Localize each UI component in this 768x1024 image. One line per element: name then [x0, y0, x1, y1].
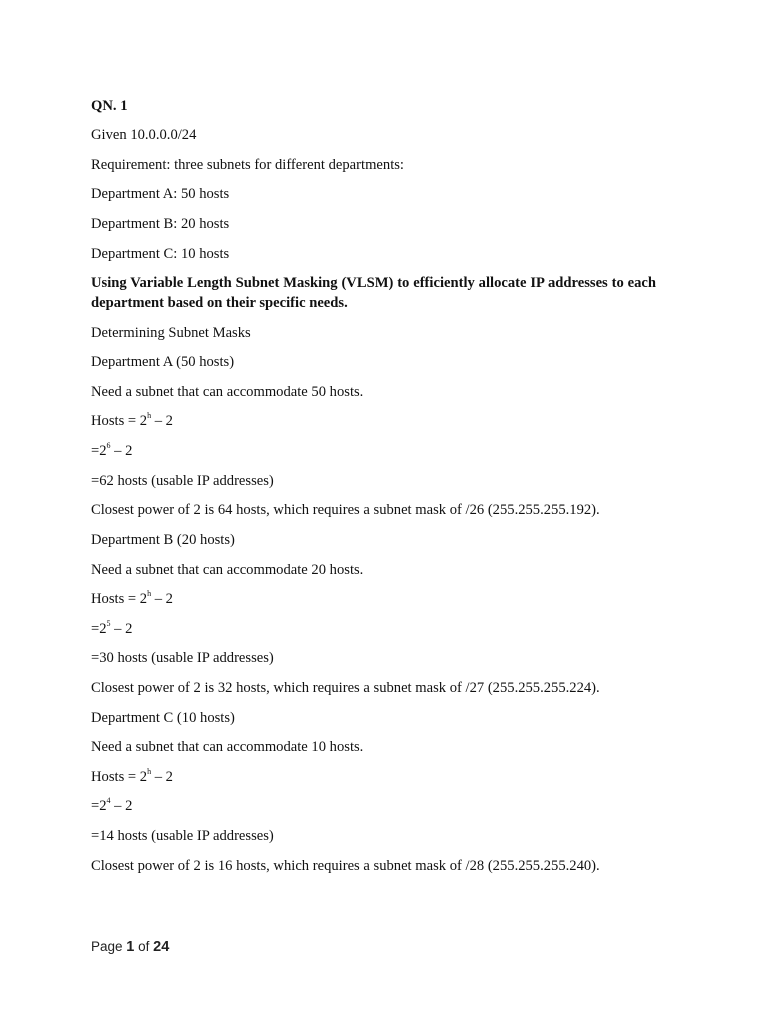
- dept-b-requirement: Department B: 20 hosts: [91, 216, 230, 232]
- dept-b-calc: $=2^5 - 2$: [91, 619, 133, 637]
- dept-c-usable: =14 hosts (usable IP addresses): [91, 828, 274, 844]
- dept-b-title: Department B (20 hosts): [91, 532, 235, 548]
- dept-a-title: Department A (50 hosts): [91, 354, 235, 370]
- requirement-text: Requirement: three subnets for different departments:: [91, 157, 404, 173]
- dept-c-title: Department C (10 hosts): [91, 710, 235, 726]
- dept-a-usable: =62 hosts (usable IP addresses): [91, 473, 274, 489]
- dept-c-need: Need a subnet that can accommodate 10 hosts.: [91, 739, 364, 755]
- dept-a-conclusion: Closest power of 2 is 64 hosts, which requires a subnet mask of /26 (255.255.255.192).: [91, 502, 600, 518]
- section-title: Determining Subnet Masks: [91, 325, 251, 341]
- dept-a-calc: $=2^6 - 2$: [91, 441, 133, 459]
- dept-c-requirement: Department C: 10 hosts: [91, 246, 230, 262]
- dept-a-formula: Hosts = $2^h - 2$: [91, 411, 173, 429]
- current-page-number: 1: [126, 939, 135, 955]
- dept-b-usable: =30 hosts (usable IP addresses): [91, 650, 274, 666]
- dept-a-requirement: Department A: 50 hosts: [91, 186, 230, 202]
- total-pages-number: 24: [153, 939, 170, 955]
- dept-c-calc: $=2^4 - 2$: [91, 796, 133, 814]
- dept-b-conclusion: Closest power of 2 is 32 hosts, which requires a subnet mask of /27 (255.255.255.224).: [91, 680, 600, 696]
- dept-c-conclusion: Closest power of 2 is 16 hosts, which requires a subnet mask of /28 (255.255.255.240).: [91, 858, 600, 874]
- dept-a-need: Need a subnet that can accommodate 50 hosts.: [91, 384, 364, 400]
- dept-b-need: Need a subnet that can accommodate 20 hosts.: [91, 562, 364, 578]
- page-footer: Page 1 of 24: [91, 939, 170, 955]
- vlsm-statement: Using Variable Length Subnet Masking (VLSM) to efficiently allocate IP addresses to each department based on their specific needs.: [91, 275, 656, 311]
- given-network: Given 10.0.0.0/24: [91, 127, 197, 143]
- question-heading: QN. 1: [91, 98, 128, 114]
- dept-c-formula: Hosts = $2^h - 2$: [91, 767, 173, 785]
- dept-b-formula: Hosts = $2^h - 2$: [91, 589, 173, 607]
